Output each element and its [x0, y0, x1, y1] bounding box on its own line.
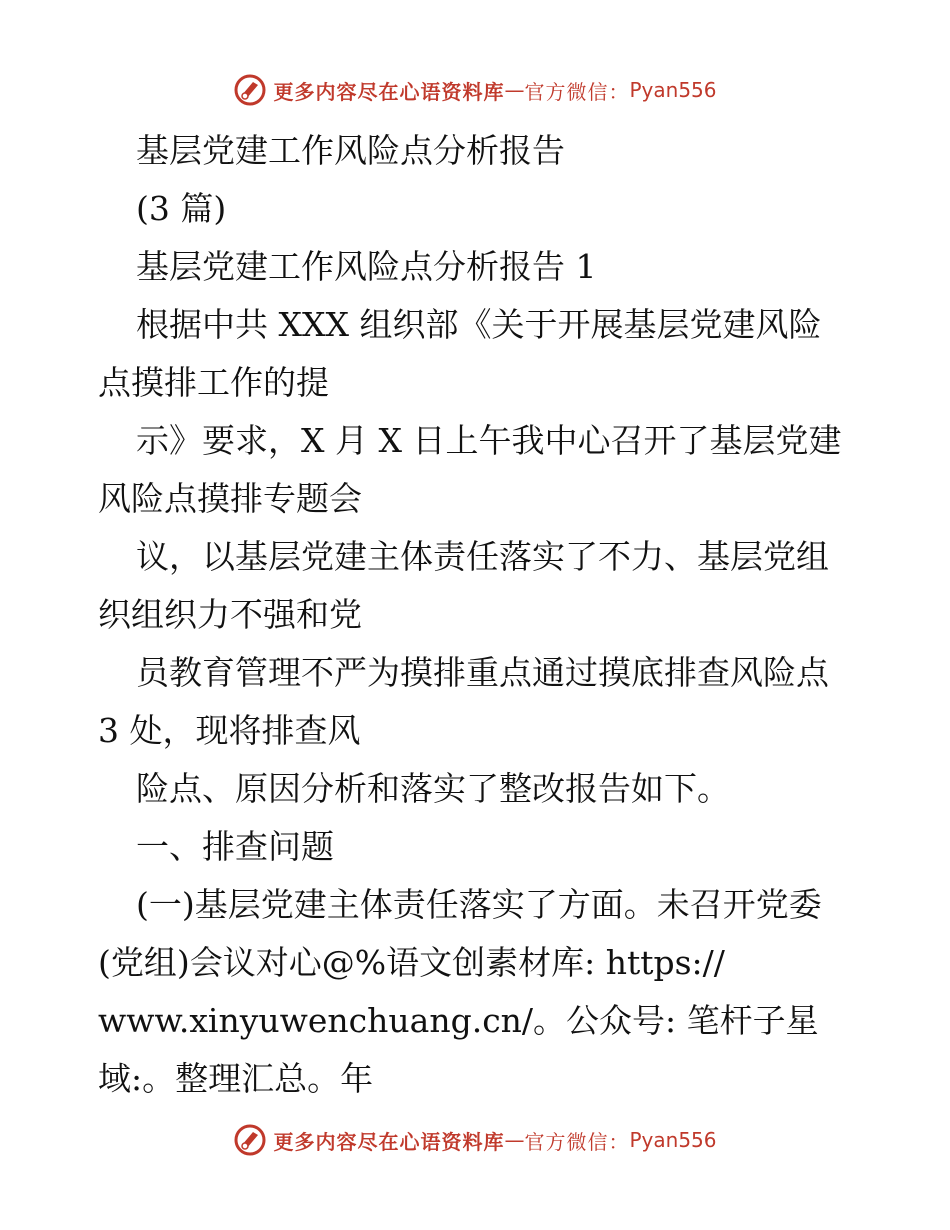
paragraph-line: 织组织力不强和党	[98, 595, 362, 634]
paragraph-line: 域:。整理汇总。年	[98, 1059, 374, 1098]
paragraph-line: 险点、原因分析和落实了整改报告如下。	[136, 769, 730, 808]
paragraph-line: 员教育管理不严为摸排重点通过摸底排查风险点	[136, 653, 829, 692]
document-body	[98, 122, 858, 1108]
paragraph-line: 3 处，现将排查风	[98, 711, 361, 750]
watermark-logo-icon	[233, 73, 267, 107]
doc-title: 基层党建工作风险点分析报告	[136, 131, 565, 170]
watermark-id: Pyan556	[629, 78, 717, 102]
watermark-sub: 官方微信：	[524, 1129, 630, 1154]
paragraph-line: 根据中共 XXX 组织部《关于开展基层党建风险	[136, 305, 822, 344]
paragraph-line: 示》要求，X 月 X 日上午我中心召开了基层党建	[136, 421, 842, 460]
watermark-text: 更多内容尽在心语资料库	[273, 1129, 505, 1154]
paragraph-line: 点摸排工作的提	[98, 363, 329, 402]
watermark-banner-top	[0, 70, 950, 110]
watermark-logo-icon	[233, 1123, 267, 1157]
watermark-banner-bottom	[0, 1120, 950, 1160]
paragraph-line: 议，以基层党建主体责任落实了不力、基层党组	[136, 537, 829, 576]
watermark-id: Pyan556	[629, 1128, 717, 1152]
watermark-text: 更多内容尽在心语资料库	[273, 79, 505, 104]
watermark-sub: 官方微信：	[524, 79, 630, 104]
paragraph-line: 风险点摸排专题会	[98, 479, 362, 518]
section-heading: 基层党建工作风险点分析报告 1	[136, 247, 597, 286]
watermark-separator: —	[504, 78, 525, 102]
paragraph-line: (党组)会议对心@%语文创素材库: https://	[98, 943, 725, 982]
paragraph-line: www.xinyuwenchuang.cn/。公众号: 笔杆子星	[98, 1001, 819, 1040]
section-heading: 一、排查问题	[136, 827, 334, 866]
watermark-separator: —	[504, 1128, 525, 1152]
doc-subtitle: (3 篇)	[136, 189, 227, 228]
paragraph-line: (一)基层党建主体责任落实了方面。未召开党委	[136, 885, 822, 924]
